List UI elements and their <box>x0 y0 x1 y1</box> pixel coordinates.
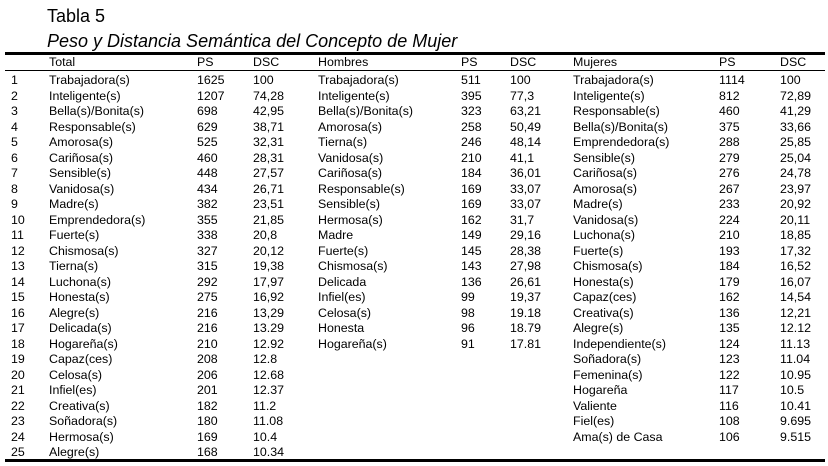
cell-mujeres-dsc: 24,78 <box>780 166 812 180</box>
table-row <box>0 275 828 291</box>
cell-mujeres-word: Amorosa(s) <box>573 181 638 196</box>
cell-mujeres-ps: 210 <box>719 228 740 242</box>
cell-hombres-ps: 162 <box>461 212 482 227</box>
table-row <box>0 73 828 89</box>
cell-total-ps: 448 <box>197 166 218 180</box>
cell-total-ps: 315 <box>197 259 218 273</box>
cell-mujeres-word: Hogareña <box>573 383 628 397</box>
cell-mujeres-word: Vanidosa(s) <box>573 212 639 227</box>
cell-mujeres-dsc: 18,85 <box>780 228 812 242</box>
cell-total-dsc: 21,85 <box>253 212 285 227</box>
cell-total-ps: 1625 <box>197 73 225 87</box>
cell-mujeres-ps: 193 <box>719 243 740 258</box>
cell-mujeres-dsc: 9.515 <box>780 429 812 444</box>
cell-mujeres-ps: 276 <box>719 166 740 180</box>
cell-mujeres-dsc: 11.04 <box>780 352 811 366</box>
cell-mujeres-dsc: 11.13 <box>780 336 811 351</box>
cell-mujeres-dsc: 25,04 <box>780 150 812 165</box>
cell-total-ps: 216 <box>197 305 218 320</box>
cell-hombres-word: Honesta <box>318 321 365 335</box>
cell-total-dsc: 11.08 <box>253 414 284 428</box>
cell-mujeres-word: Femenina(s) <box>573 367 643 382</box>
cell-hombres-dsc: 36,01 <box>510 166 542 180</box>
cell-hombres-dsc: 48,14 <box>510 135 542 149</box>
cell-mujeres-ps: 162 <box>719 290 740 304</box>
cell-total-dsc: 32,31 <box>253 135 285 149</box>
cell-rank: 22 <box>11 398 25 413</box>
cell-rank: 18 <box>11 336 25 351</box>
header-mujeres-dsc: DSC <box>780 55 807 69</box>
cell-hombres-ps: 98 <box>461 305 475 320</box>
cell-total-ps: 169 <box>197 429 218 444</box>
cell-hombres-dsc: 33,07 <box>510 181 542 196</box>
cell-total-ps: 338 <box>197 228 218 242</box>
cell-total-ps: 355 <box>197 212 218 227</box>
cell-total-word: Responsable(s) <box>49 119 136 134</box>
cell-hombres-word: Madre <box>318 228 354 242</box>
cell-total-word: Alegre(s) <box>49 445 100 459</box>
cell-total-dsc: 12.8 <box>253 352 278 366</box>
cell-mujeres-word: Inteligente(s) <box>573 88 645 103</box>
cell-hombres-dsc: 19,37 <box>510 290 542 304</box>
cell-mujeres-ps: 136 <box>719 305 740 320</box>
cell-total-dsc: 100 <box>253 73 274 87</box>
table-row <box>0 383 828 399</box>
cell-rank: 3 <box>11 104 18 118</box>
cell-hombres-dsc: 17.81 <box>510 336 542 351</box>
table-row <box>0 399 828 415</box>
table-row <box>0 213 828 229</box>
cell-mujeres-ps: 116 <box>719 398 739 413</box>
cell-total-word: Amorosa(s) <box>49 135 114 149</box>
cell-rank: 23 <box>11 414 25 428</box>
cell-mujeres-word: Emprendedora(s) <box>573 135 670 149</box>
cell-total-word: Delicada(s) <box>49 321 112 335</box>
cell-total-ps: 201 <box>197 383 218 397</box>
cell-total-dsc: 17,97 <box>253 274 285 289</box>
table-row <box>0 337 828 353</box>
cell-total-word: Cariñosa(s) <box>49 150 114 165</box>
cell-hombres-ps: 246 <box>461 135 482 149</box>
cell-hombres-word: Cariñosa(s) <box>318 166 383 180</box>
cell-mujeres-word: Fuerte(s) <box>573 243 624 258</box>
header-hombres: Hombres <box>318 55 369 69</box>
cell-total-dsc: 38,71 <box>253 119 285 134</box>
cell-hombres-word: Trabajadora(s) <box>318 73 399 87</box>
cell-total-ps: 382 <box>197 197 218 211</box>
cell-total-ps: 460 <box>197 150 218 165</box>
cell-hombres-word: Inteligente(s) <box>318 88 390 103</box>
cell-rank: 11 <box>11 228 24 242</box>
cell-mujeres-ps: 375 <box>719 119 740 134</box>
cell-rank: 19 <box>11 352 25 366</box>
cell-mujeres-word: Luchona(s) <box>573 228 635 242</box>
cell-rank: 15 <box>11 290 25 304</box>
cell-total-dsc: 23,51 <box>253 197 285 211</box>
cell-hombres-word: Celosa(s) <box>318 305 372 320</box>
cell-hombres-dsc: 27,98 <box>510 259 542 273</box>
cell-total-dsc: 28,31 <box>253 150 285 165</box>
cell-total-word: Chismosa(s) <box>49 243 119 258</box>
cell-rank: 24 <box>11 429 25 444</box>
cell-rank: 20 <box>11 367 25 382</box>
cell-mujeres-ps: 460 <box>719 104 740 118</box>
cell-mujeres-dsc: 23,97 <box>780 181 812 196</box>
cell-mujeres-word: Honesta(s) <box>573 274 634 289</box>
table-row <box>0 306 828 322</box>
cell-mujeres-word: Responsable(s) <box>573 104 660 118</box>
cell-rank: 25 <box>11 445 25 459</box>
cell-total-ps: 206 <box>197 367 218 382</box>
cell-hombres-word: Tierna(s) <box>318 135 368 149</box>
header-total: Total <box>49 55 76 69</box>
cell-hombres-dsc: 31,7 <box>510 212 535 227</box>
cell-mujeres-dsc: 16,52 <box>780 259 812 273</box>
cell-mujeres-word: Capaz(ces) <box>573 290 637 304</box>
cell-total-ps: 698 <box>197 104 218 118</box>
cell-hombres-dsc: 18.79 <box>510 321 542 335</box>
cell-total-word: Trabajadora(s) <box>49 73 130 87</box>
table-row <box>0 89 828 105</box>
cell-mujeres-ps: 124 <box>719 336 740 351</box>
cell-rank: 10 <box>11 212 25 227</box>
cell-hombres-word: Sensible(s) <box>318 197 380 211</box>
cell-mujeres-ps: 233 <box>719 197 740 211</box>
cell-total-ps: 180 <box>197 414 218 428</box>
cell-mujeres-dsc: 9.695 <box>780 414 812 428</box>
top-rule <box>5 52 825 55</box>
cell-hombres-dsc: 50,49 <box>510 119 542 134</box>
cell-hombres-dsc: 77,3 <box>510 88 535 103</box>
cell-mujeres-dsc: 14,54 <box>780 290 812 304</box>
cell-hombres-dsc: 26,61 <box>510 274 542 289</box>
cell-mujeres-ps: 106 <box>719 429 740 444</box>
cell-rank: 13 <box>11 259 25 273</box>
cell-total-ps: 292 <box>197 274 218 289</box>
cell-total-ps: 168 <box>197 445 218 459</box>
cell-hombres-ps: 99 <box>461 290 475 304</box>
cell-mujeres-dsc: 12,21 <box>780 305 812 320</box>
header-mujeres: Mujeres <box>573 55 618 69</box>
cell-total-dsc: 19,38 <box>253 259 285 273</box>
cell-total-dsc: 12.68 <box>253 367 285 382</box>
cell-total-word: Emprendedora(s) <box>49 212 146 227</box>
cell-total-word: Infiel(es) <box>49 383 97 397</box>
cell-hombres-ps: 169 <box>461 181 482 196</box>
cell-total-word: Celosa(s) <box>49 367 103 382</box>
cell-rank: 8 <box>11 181 18 196</box>
cell-mujeres-dsc: 33,66 <box>780 119 812 134</box>
cell-hombres-word: Hermosa(s) <box>318 212 383 227</box>
bottom-rule <box>5 459 825 462</box>
cell-total-dsc: 11.2 <box>253 398 277 413</box>
cell-rank: 21 <box>11 383 25 397</box>
cell-rank: 2 <box>11 88 18 103</box>
table-row <box>0 151 828 167</box>
cell-mujeres-word: Valiente <box>573 398 617 413</box>
cell-hombres-dsc: 41,1 <box>510 150 535 165</box>
cell-hombres-ps: 96 <box>461 321 475 335</box>
table-row <box>0 414 828 430</box>
cell-mujeres-ps: 1114 <box>719 73 745 87</box>
table-row <box>0 244 828 260</box>
cell-total-ps: 1207 <box>197 88 225 103</box>
cell-mujeres-ps: 184 <box>719 259 740 273</box>
cell-mujeres-word: Sensible(s) <box>573 150 635 165</box>
cell-mujeres-dsc: 10.41 <box>780 398 812 413</box>
cell-total-ps: 216 <box>197 321 218 335</box>
cell-mujeres-ps: 812 <box>719 88 740 103</box>
header-total-ps: PS <box>197 55 214 69</box>
cell-mujeres-dsc: 10.95 <box>780 367 812 382</box>
cell-hombres-dsc: 29,16 <box>510 228 542 242</box>
cell-total-word: Sensible(s) <box>49 166 111 180</box>
cell-hombres-ps: 323 <box>461 104 482 118</box>
table-row <box>0 290 828 306</box>
header-hombres-ps: PS <box>461 55 478 69</box>
cell-total-dsc: 13.29 <box>253 321 285 335</box>
header-mujeres-ps: PS <box>719 55 736 69</box>
cell-mujeres-word: Bella(s)/Bonita(s) <box>573 119 669 134</box>
cell-hombres-word: Responsable(s) <box>318 181 405 196</box>
cell-hombres-dsc: 63,21 <box>510 104 542 118</box>
cell-total-dsc: 13,29 <box>253 305 285 320</box>
cell-mujeres-ps: 135 <box>719 321 740 335</box>
cell-total-dsc: 10.34 <box>253 445 285 459</box>
cell-mujeres-word: Ama(s) de Casa <box>573 429 663 444</box>
cell-total-word: Honesta(s) <box>49 290 110 304</box>
cell-total-word: Bella(s)/Bonita(s) <box>49 104 145 118</box>
cell-total-ps: 182 <box>197 398 218 413</box>
table-number: Tabla 5 <box>47 6 106 26</box>
cell-total-ps: 210 <box>197 336 218 351</box>
table-row <box>0 228 828 244</box>
cell-mujeres-ps: 122 <box>719 367 740 382</box>
cell-hombres-dsc: 100 <box>510 73 531 87</box>
cell-rank: 4 <box>11 119 18 134</box>
cell-total-dsc: 27,57 <box>253 166 285 180</box>
cell-rank: 12 <box>11 243 25 258</box>
cell-total-word: Vanidosa(s) <box>49 181 115 196</box>
cell-mujeres-dsc: 72,89 <box>780 88 812 103</box>
cell-mujeres-dsc: 41,29 <box>780 104 812 118</box>
cell-hombres-word: Chismosa(s) <box>318 259 388 273</box>
cell-total-word: Capaz(ces) <box>49 352 113 366</box>
cell-rank: 17 <box>11 321 25 335</box>
cell-mujeres-word: Alegre(s) <box>573 321 624 335</box>
cell-hombres-dsc: 19.18 <box>510 305 542 320</box>
cell-hombres-ps: 258 <box>461 119 482 134</box>
cell-mujeres-ps: 179 <box>719 274 740 289</box>
table-row <box>0 321 828 337</box>
table-row <box>0 104 828 120</box>
cell-mujeres-ps: 117 <box>719 383 739 397</box>
cell-hombres-dsc: 28,38 <box>510 243 542 258</box>
cell-hombres-word: Fuerte(s) <box>318 243 369 258</box>
cell-hombres-ps: 91 <box>461 336 475 351</box>
cell-mujeres-ps: 279 <box>719 150 740 165</box>
cell-mujeres-ps: 123 <box>719 352 740 366</box>
cell-hombres-ps: 169 <box>461 197 482 211</box>
cell-total-word: Madre(s) <box>49 197 99 211</box>
table-row <box>0 182 828 198</box>
cell-hombres-word: Delicada <box>318 274 367 289</box>
cell-total-word: Creativa(s) <box>49 398 110 413</box>
table-title: Peso y Distancia Semántica del Concepto de Mujer <box>47 31 458 51</box>
cell-total-ps: 629 <box>197 119 218 134</box>
table-row <box>0 352 828 368</box>
cell-total-dsc: 42,95 <box>253 104 285 118</box>
cell-mujeres-dsc: 10.5 <box>780 383 805 397</box>
cell-total-word: Hermosa(s) <box>49 429 114 444</box>
cell-total-word: Hogareña(s) <box>49 336 118 351</box>
cell-hombres-word: Bella(s)/Bonita(s) <box>318 104 414 118</box>
cell-rank: 1 <box>11 73 18 87</box>
cell-rank: 6 <box>11 150 18 165</box>
cell-mujeres-dsc: 25,85 <box>780 135 812 149</box>
cell-mujeres-dsc: 20,92 <box>780 197 812 211</box>
cell-hombres-dsc: 33,07 <box>510 197 542 211</box>
cell-total-dsc: 12.37 <box>253 383 285 397</box>
cell-mujeres-word: Creativa(s) <box>573 305 634 320</box>
cell-total-dsc: 26,71 <box>253 181 285 196</box>
table-row <box>0 368 828 384</box>
cell-total-ps: 525 <box>197 135 218 149</box>
cell-mujeres-ps: 288 <box>719 135 740 149</box>
cell-hombres-word: Vanidosa(s) <box>318 150 384 165</box>
cell-rank: 5 <box>11 135 18 149</box>
cell-hombres-ps: 136 <box>461 274 482 289</box>
cell-mujeres-word: Madre(s) <box>573 197 623 211</box>
cell-hombres-word: Infiel(es) <box>318 290 366 304</box>
cell-total-dsc: 20,8 <box>253 228 278 242</box>
cell-mujeres-word: Fiel(es) <box>573 414 615 428</box>
cell-total-word: Tierna(s) <box>49 259 99 273</box>
table-row <box>0 120 828 136</box>
cell-total-ps: 208 <box>197 352 218 366</box>
cell-mujeres-ps: 108 <box>719 414 740 428</box>
cell-mujeres-ps: 267 <box>719 181 740 196</box>
header-rule <box>5 70 825 71</box>
cell-hombres-word: Amorosa(s) <box>318 119 383 134</box>
cell-hombres-ps: 395 <box>461 88 482 103</box>
cell-hombres-ps: 210 <box>461 150 482 165</box>
table-row <box>0 166 828 182</box>
cell-rank: 9 <box>11 197 18 211</box>
cell-total-dsc: 12.92 <box>253 336 285 351</box>
cell-rank: 7 <box>11 166 18 180</box>
cell-total-ps: 327 <box>197 243 218 258</box>
cell-total-dsc: 10.4 <box>253 429 278 444</box>
cell-mujeres-word: Cariñosa(s) <box>573 166 638 180</box>
cell-mujeres-dsc: 20,11 <box>780 212 811 227</box>
table-row <box>0 135 828 151</box>
cell-rank: 16 <box>11 305 25 320</box>
cell-total-dsc: 16,92 <box>253 290 285 304</box>
cell-total-word: Fuerte(s) <box>49 228 100 242</box>
cell-hombres-ps: 143 <box>461 259 482 273</box>
cell-mujeres-word: Chismosa(s) <box>573 259 643 273</box>
cell-total-word: Soñadora(s) <box>49 414 118 428</box>
cell-total-ps: 434 <box>197 181 218 196</box>
cell-mujeres-dsc: 16,07 <box>780 274 812 289</box>
table-row <box>0 197 828 213</box>
cell-mujeres-dsc: 17,32 <box>780 243 812 258</box>
cell-total-dsc: 74,28 <box>253 88 285 103</box>
header-hombres-dsc: DSC <box>510 55 537 69</box>
cell-total-word: Alegre(s) <box>49 305 100 320</box>
header-total-dsc: DSC <box>253 55 280 69</box>
cell-hombres-word: Hogareña(s) <box>318 336 387 351</box>
cell-hombres-ps: 149 <box>461 228 482 242</box>
cell-total-dsc: 20,12 <box>253 243 285 258</box>
cell-mujeres-word: Soñadora(s) <box>573 352 642 366</box>
cell-hombres-ps: 511 <box>461 73 481 87</box>
cell-hombres-ps: 184 <box>461 166 482 180</box>
cell-hombres-ps: 145 <box>461 243 482 258</box>
cell-mujeres-ps: 224 <box>719 212 740 227</box>
cell-mujeres-dsc: 12.12 <box>780 321 812 335</box>
cell-total-word: Luchona(s) <box>49 274 111 289</box>
table-row <box>0 259 828 275</box>
cell-rank: 14 <box>11 274 25 289</box>
cell-total-ps: 275 <box>197 290 218 304</box>
table-row <box>0 430 828 446</box>
cell-mujeres-word: Trabajadora(s) <box>573 73 654 87</box>
cell-mujeres-dsc: 100 <box>780 73 801 87</box>
cell-total-word: Inteligente(s) <box>49 88 121 103</box>
cell-mujeres-word: Independiente(s) <box>573 336 666 351</box>
